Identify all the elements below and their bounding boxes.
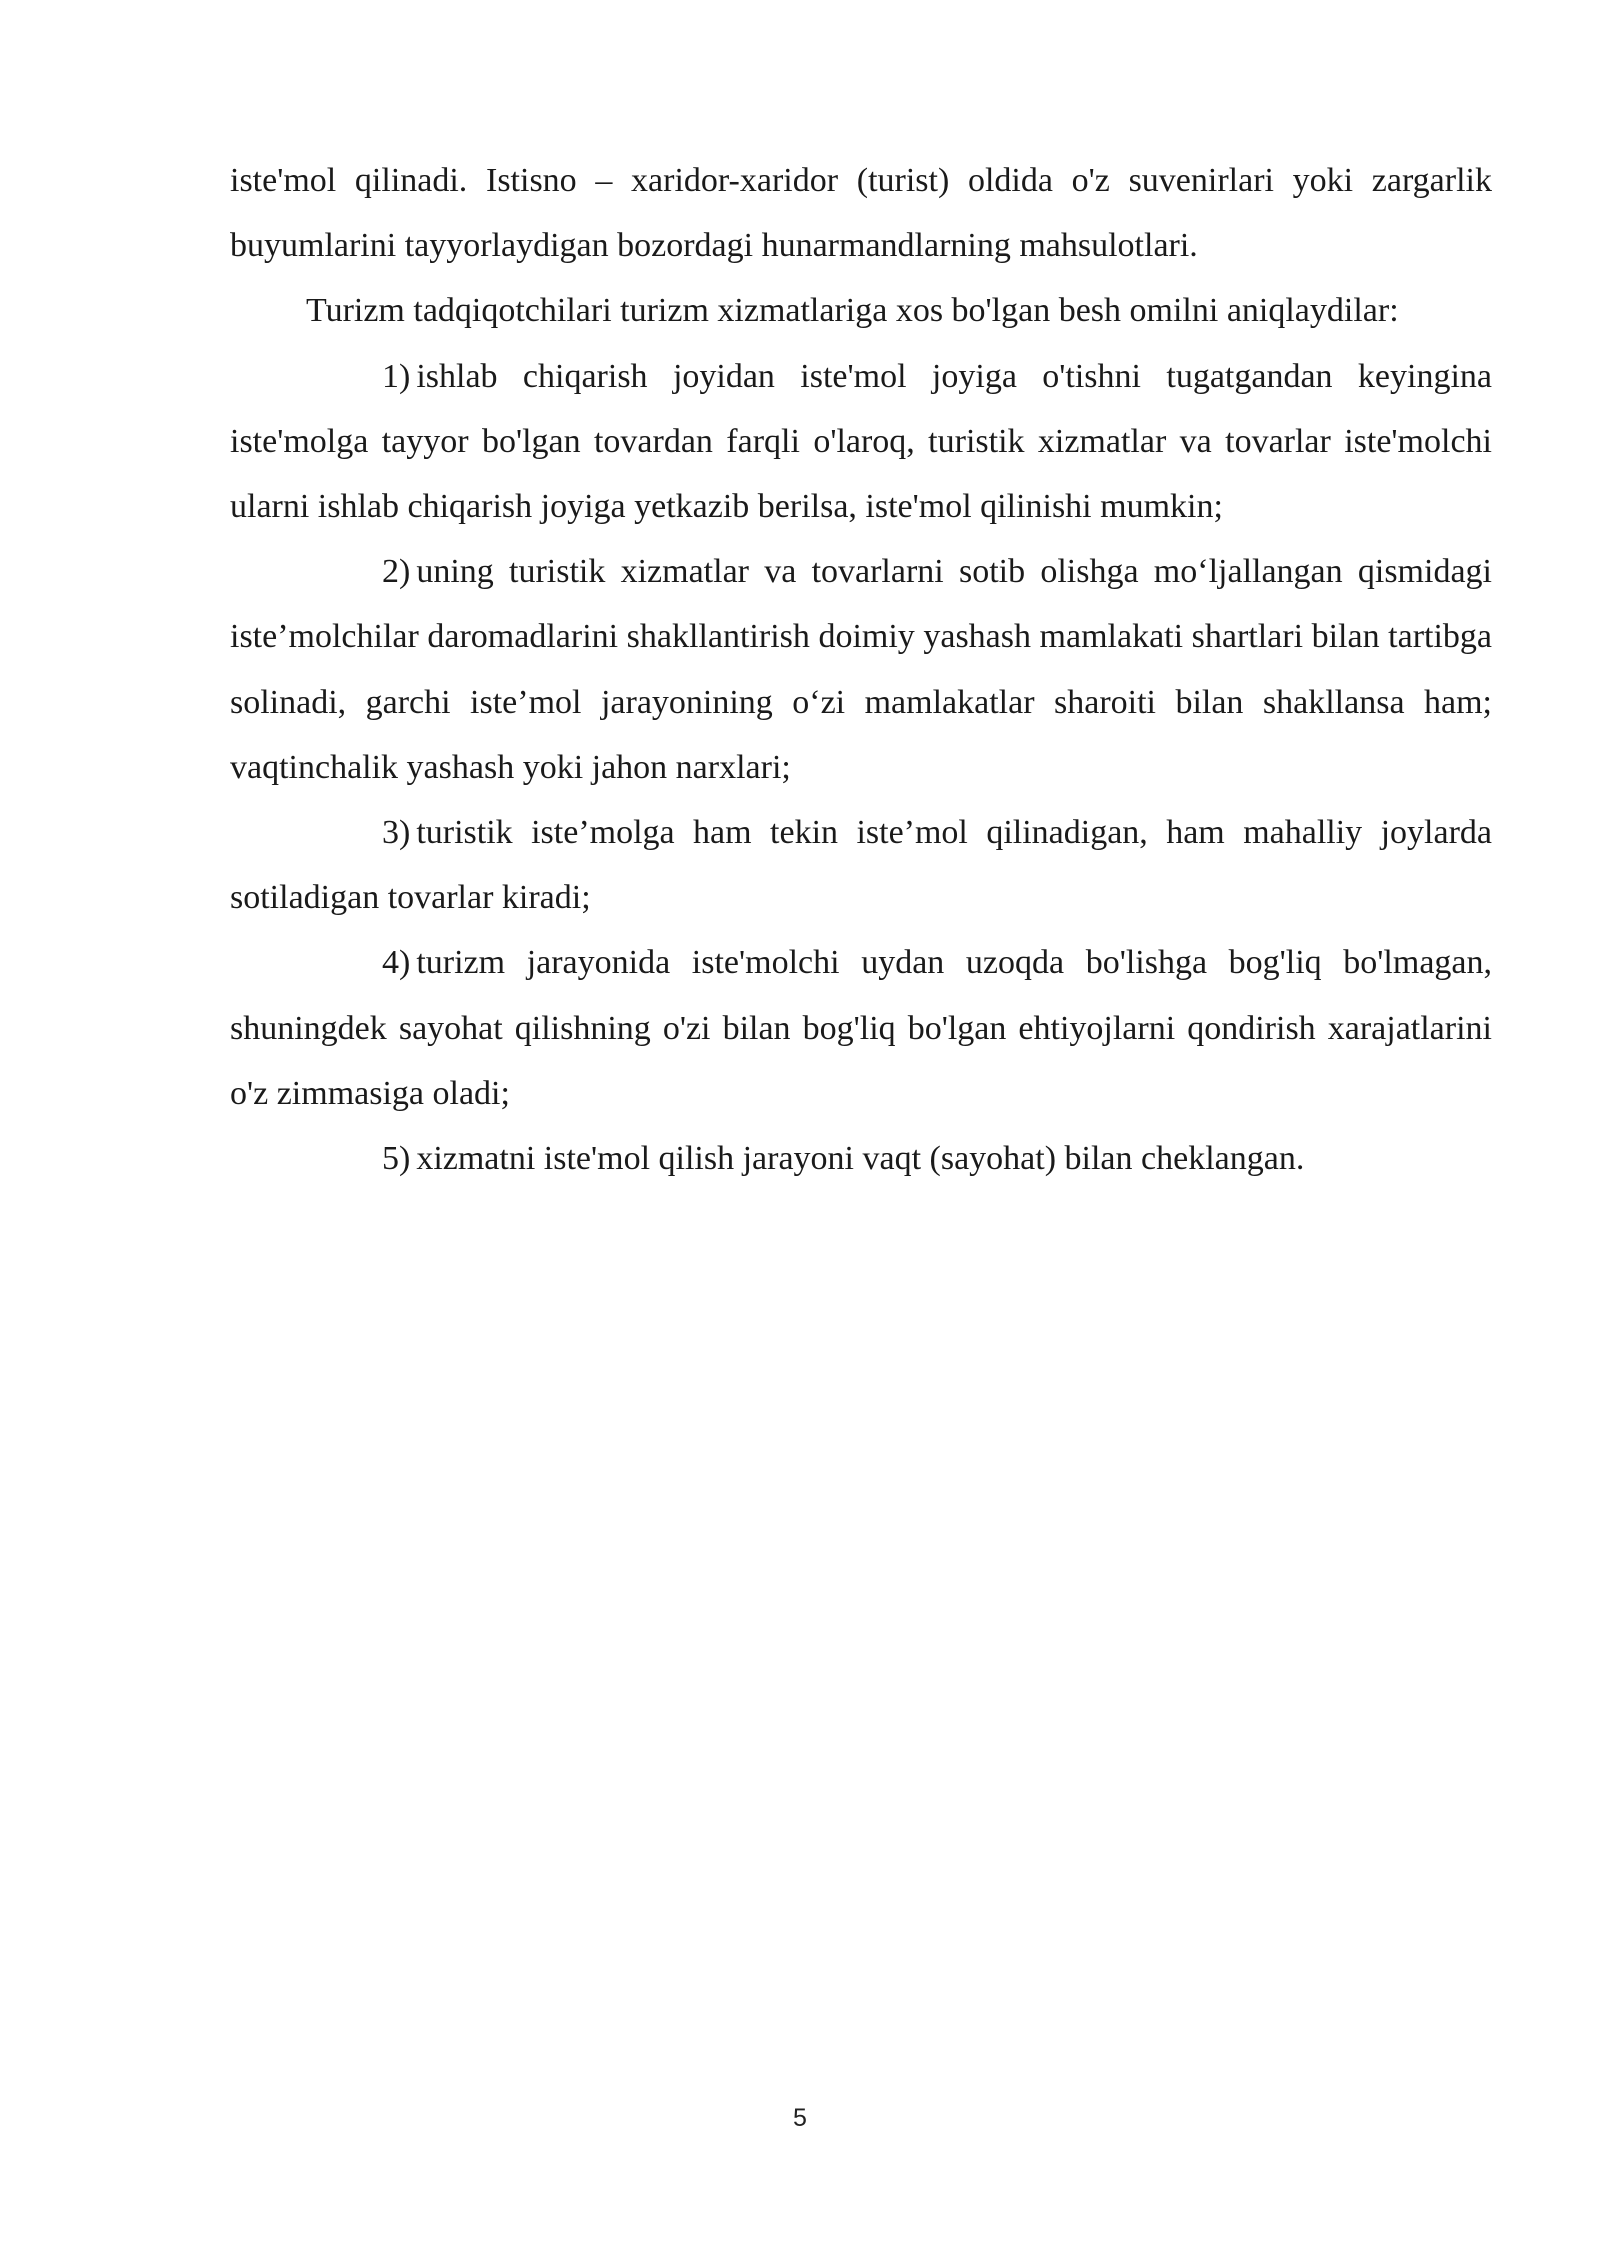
list-item [230,344,1492,540]
list-item-text: ishlab chiqarish joyidan iste'mol joyiga o'tishni tugatgandan keyingina iste'molga tayyor bo'lgan tovardan farqli o'laroq, turistik xizmatlar va tovarlar iste'molchi ularni ishlab chiqarish joyiga yetkazib berilsa, iste'mol qilinishi mumkin; [230,357,1492,526]
list-item [230,1126,1492,1191]
list-item [230,800,1492,930]
list-item-text: uning turistik xizmatlar va tovarlarni sotib olishga mo‘ljallangan qismidagi iste’molchilar daromadlarini shakllantirish doimiy yashash mamlakati shartlari bilan tartibga solinadi, garchi iste’mol jarayonining o‘zi mamlakatlar sharoiti bilan shakllansa ham; vaqtinchalik yashash yoki jahon narxlari; [230,553,1492,786]
list-item-number: 1) [382,357,411,395]
list-item-number: 5) [382,1140,411,1178]
list-item-text: xizmatni iste'mol qilish jarayoni vaqt (sayohat) bilan cheklangan. [416,1140,1305,1178]
list-item-text: turistik iste’molga ham tekin iste’mol qilinadigan, ham mahalliy joylarda sotiladigan tovarlar kiradi; [230,814,1492,917]
list-item [230,539,1492,800]
list-item [230,930,1492,1126]
paragraph-intro: Turizm tadqiqotchilari turizm xizmatlariga xos bo'lgan besh omilni aniqlaydilar: [306,292,1399,330]
list-item-number: 3) [382,814,411,852]
page-body [230,148,1492,1191]
list-item-text: turizm jarayonida iste'molchi uydan uzoqda bo'lishga bog'liq bo'lmagan, shuningdek sayohat qilishning o'zi bilan bog'liq bo'lgan ehtiyojlarni qondirish xarajatlarini o'z zimmasiga oladi; [230,944,1492,1112]
paragraph-continuation: iste'mol qilinadi. Istisno – xaridor-xaridor (turist) oldida o'z suvenirlari yoki zargarlik buyumlarini tayyorlaydigan bozordagi hunarmandlarning mahsulotlari. [230,162,1492,265]
list-item-number: 4) [382,944,411,982]
list-item-number: 2) [382,553,411,591]
page-number: 5 [793,2104,807,2132]
